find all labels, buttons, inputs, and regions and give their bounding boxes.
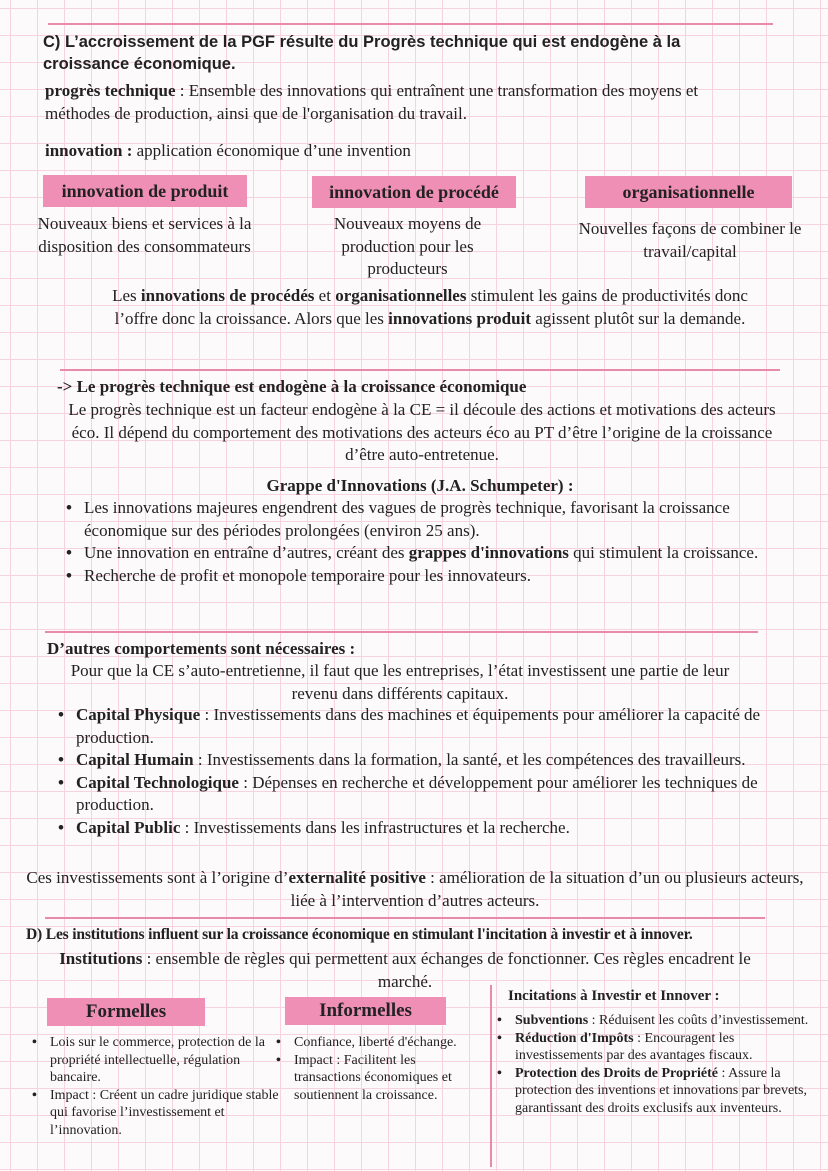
section-c-title: C) L’accroissement de la PGF résulte du Progrès technique qui est endogène à la croissance économique. [43,33,681,73]
definition: : Ensemble des innovations qui entraînent une transformation des moyens et méthodes de production, ainsi que de l'organisation du travail. [45,81,699,123]
list-item: • Capital Physique : Investissements dans des machines et équipements pour améliorer la capacité de production. [56,704,766,749]
definition: application économique d’une invention [132,141,411,160]
capital-list [56,704,766,839]
comportements-text: Pour que la CE s’auto-entretienne, il faut que les entreprises, l’état investissent une partie de leur revenu dans différents capitaux. [70,661,730,703]
label-informelles: Informelles [285,997,446,1025]
term: innovation : [45,141,133,160]
column-divider [490,985,492,1167]
list-item: • Capital Public : Investissements dans les infrastructures et la recherche. [56,817,766,840]
informelles-list [274,1034,479,1104]
externalite-paragraph: Ces investissements sont à l’origine d’externalité positive : amélioration de la situation d’un ou plusieurs acteurs, liée à l’intervention d’autres acteurs. [26,868,804,910]
label-formelles: Formelles [47,998,205,1026]
definition-innovation [45,140,765,163]
label-innovation-procede: innovation de procédé [312,176,516,208]
grappe-title: Grappe d'Innovations (J.A. Schumpeter) : [266,476,574,495]
summary-paragraph: Les innovations de procédés et organisationnelles stimulent les gains de productivités donc l’offre donc la croissance. Alors que les innovations produit agissent plutôt sur la demande. [112,286,748,328]
label-innovation-produit: innovation de produit [43,175,247,207]
grappe-list [64,497,794,587]
incitations-title: Incitations à Investir et Innover : [508,988,720,1004]
endogene-title: -> Le progrès technique est endogène à la croissance économique [57,377,527,396]
section-d-title: D) Les institutions influent sur la croissance économique en stimulant l'incitation à investir et à innover. [26,926,693,943]
divider [45,917,765,919]
label-organisationnelle: organisationnelle [585,176,792,208]
term: progrès technique [45,81,176,100]
list-item: • Réduction d'Impôts : Encouragent les investissements par des avantages fiscaux. [495,1030,825,1065]
desc-organisationnelle: Nouvelles façons de combiner le travail/capital [578,219,802,261]
institutions-definition: Institutions : ensemble de règles qui permettent aux échanges de fonctionner. Ces règles encadrent le marché. [59,949,751,991]
desc-innovation-produit: Nouveaux biens et services à la disposition des consommateurs [37,214,252,256]
divider [45,631,758,633]
list-item: • Impact : Créent un cadre juridique stable qui favorise l’investissement et l’innovation. [30,1087,280,1140]
list-item: • Les innovations majeures engendrent des vagues de progrès technique, favorisant la croissance économique sur des périodes prolongées (environ 25 ans). [64,497,794,542]
list-item: • Subventions : Réduisent les coûts d’investissement. [495,1012,825,1030]
desc-innovation-procede: Nouveaux moyens de production pour les producteurs [333,214,482,278]
list-item: • Recherche de profit et monopole temporaire pour les innovateurs. [64,565,794,588]
endogene-text: Le progrès technique est un facteur endogène à la CE = il découle des actions et motivations des acteurs éco. Il dépend du comportement des motivations des acteurs éco au PT d’être l’origine de la croissance d’être auto-entretenue. [68,400,776,464]
definition-progres-technique [45,80,765,125]
list-item: • Lois sur le commerce, protection de la propriété intellectuelle, régulation bancaire. [30,1034,280,1087]
divider [48,23,773,25]
incitations-list [495,1012,825,1118]
list-item: • Capital Humain : Investissements dans la formation, la santé, et les compétences des travailleurs. [56,749,766,772]
list-item: • Impact : Facilitent les transactions économiques et soutiennent la croissance. [274,1052,479,1105]
comportements-title: D’autres comportements sont nécessaires : [47,639,356,658]
list-item: • Protection des Droits de Propriété : Assure la protection des inventions et innovations par brevets, garantissant des droits exclusifs aux inventeurs. [495,1065,825,1118]
divider [60,369,780,371]
list-item: • Capital Technologique : Dépenses en recherche et développement pour améliorer les techniques de production. [56,772,766,817]
formelles-list [30,1034,280,1140]
list-item: • Une innovation en entraîne d’autres, créant des grappes d'innovations qui stimulent la croissance. [64,542,794,565]
list-item: • Confiance, liberté d'échange. [274,1034,479,1052]
